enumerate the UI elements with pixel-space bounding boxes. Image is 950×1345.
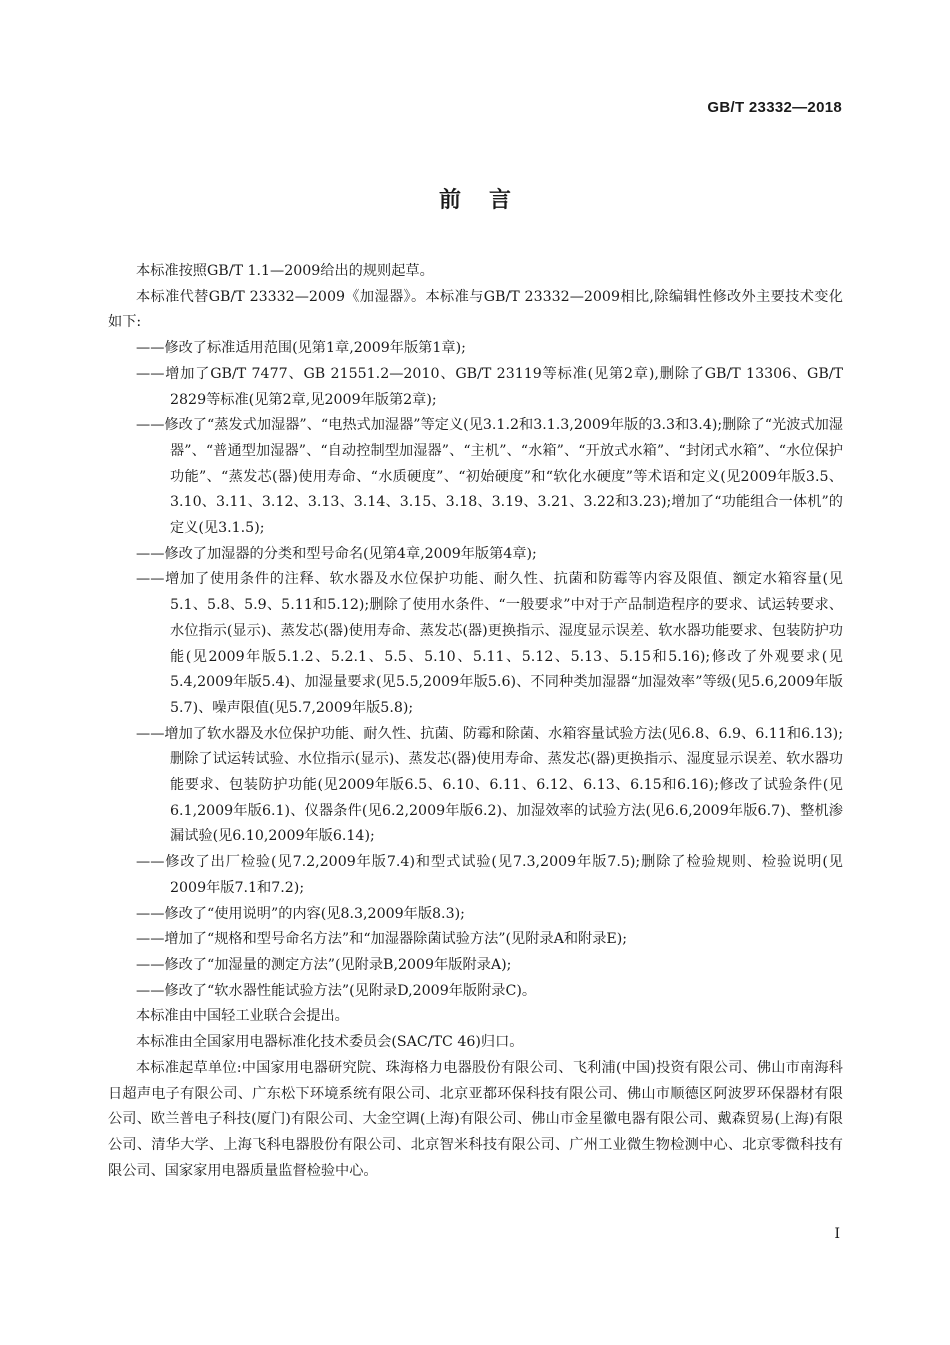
body-text [108,259,843,1184]
change-item: ——修改了“蒸发式加湿器”、“电热式加湿器”等定义(见3.1.2和3.1.3,2009年版的3.3和3.4);删除了“光波式加湿器”、“普通型加湿器”、“自动控制型加湿器”、“主机”、“水箱”、“开放式水箱”、“封闭式水箱”、“水位保护功能”、“蒸发芯(器)使用寿命、“水质硬度”、“初始硬度”和“软化水硬度”等术语和定义(见2009年版3.5、3.10、3.11、3.12、3.13、3.14、3.15、3.18、3.19、3.21、3.22和3.23);增加了“功能组合一体机”的定义(见3.1.5); [136,417,843,537]
change-item: ——增加了使用条件的注释、软水器及水位保护功能、耐久性、抗菌和防霉等内容及限值、额定水箱容量(见5.1、5.8、5.9、5.11和5.12);删除了使用水条件、“一般要求”中对于产品制造程序的要求、试运转要求、水位指示(显示)、蒸发芯(器)使用寿命、蒸发芯(器)更换指示、湿度显示误差、软水器功能要求、包装防护功能(见2009年版5.1.2、5.2.1、5.5、5.10、5.11、5.12、5.13、5.15和5.16);修改了外观要求(见5.4,2009年版5.4)、加湿量要求(见5.5,2009年版5.6)、不同种类加湿器“加湿效率”等级(见5.6,2009年版5.7)、噪声限值(见5.7,2009年版5.8); [136,571,843,716]
change-item: ——修改了“加湿量的测定方法”(见附录B,2009年版附录A); [136,956,512,973]
change-item: ——修改了加湿器的分类和型号命名(见第4章,2009年版第4章); [136,545,537,562]
change-item: ——增加了GB/T 7477、GB 21551.2—2010、GB/T 23119等标准(见第2章),删除了GB/T 13306、GB/T 2829等标准(见第2章,见2009年版第2章); [136,365,843,408]
change-item: ——修改了标准适用范围(见第1章,2009年版第1章); [136,340,466,357]
paragraph: 本标准起草单位:中国家用电器研究院、珠海格力电器股份有限公司、飞利浦(中国)投资有限公司、佛山市南海科日超声电子有限公司、广东松下环境系统有限公司、北京亚都环保科技有限公司、佛山市顺德区阿波罗环保器材有限公司、欧兰普电子科技(厦门)有限公司、大金空调(上海)有限公司、佛山市金星徽电器有限公司、戴森贸易(上海)有限公司、清华大学、上海飞科电器股份有限公司、北京智米科技有限公司、广州工业微生物检测中心、北京零微科技有限公司、国家家用电器质量监督检验中心。 [108,1059,843,1179]
paragraph: 本标准代替GB/T 23332—2009《加湿器》。本标准与GB/T 23332—2009相比,除编辑性修改外主要技术变化如下: [108,288,843,331]
change-item: ——增加了软水器及水位保护功能、耐久性、抗菌、防霉和除菌、水箱容量试验方法(见6.8、6.9、6.11和6.13);删除了试运转试验、水位指示(显示)、蒸发芯(器)使用寿命、蒸发芯(器)更换指示、湿度显示误差、软水器功能要求、包装防护功能(见2009年版6.5、6.10、6.11、6.12、6.13、6.15和6.16);修改了试验条件(见6.1,2009年版6.1)、仪器条件(见6.2,2009年版6.2)、加湿效率的试验方法(见6.6,2009年版6.7)、整机渗漏试验(见6.10,2009年版6.14); [136,725,843,845]
change-item: ——修改了“使用说明”的内容(见8.3,2009年版8.3); [136,905,465,922]
standard-code: GB/T 23332—2018 [707,99,842,116]
paragraph: 本标准由全国家用电器标准化技术委员会(SAC/TC 46)归口。 [136,1034,524,1051]
page-number: I [834,1226,840,1242]
change-item: ——增加了“规格和型号命名方法”和“加湿器除菌试验方法”(见附录A和附录E); [136,931,628,948]
paragraph: 本标准按照GB/T 1.1—2009给出的规则起草。 [136,263,434,279]
change-item: ——修改了出厂检验(见7.2,2009年版7.4)和型式试验(见7.3,2009年版7.5);删除了检验规则、检验说明(见2009年版7.1和7.2); [136,854,843,896]
change-item: ——修改了“软水器性能试验方法”(见附录D,2009年版附录C)。 [136,982,537,999]
page-title: 前言 [438,188,539,213]
paragraph: 本标准由中国轻工业联合会提出。 [136,1008,349,1025]
